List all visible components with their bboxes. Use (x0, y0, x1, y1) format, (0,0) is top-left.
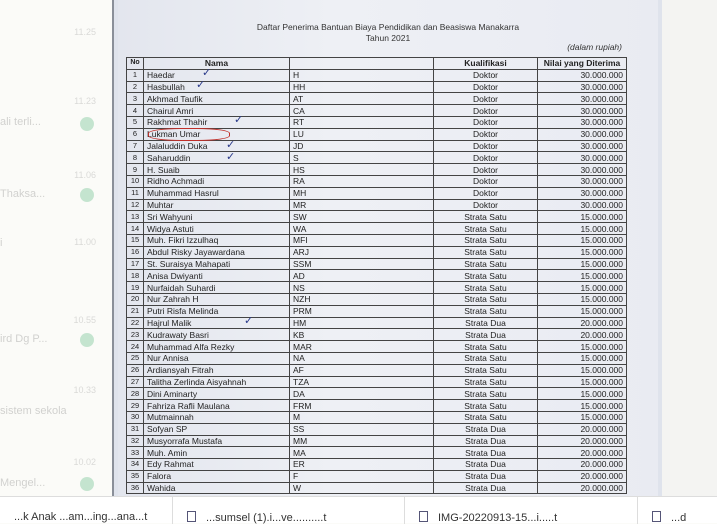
qualification: Strata Dua (434, 423, 538, 435)
qualification: Strata Satu (434, 400, 538, 412)
chat-snippet[interactable]: sistem sekola (0, 405, 67, 417)
qualification: Strata Satu (434, 341, 538, 353)
amount-received: 15.000.000 (538, 376, 627, 388)
row-number: 13 (127, 211, 144, 223)
recipient-name: Falora (144, 470, 290, 482)
row-number: 36 (127, 482, 144, 494)
table-row (127, 258, 627, 270)
qualification: Doktor (434, 81, 538, 93)
download-label: ...sumsel (1).i...ve..........t (206, 512, 327, 524)
row-number: 19 (127, 282, 144, 294)
recipient-initials: DA (290, 388, 434, 400)
qualification: Doktor (434, 93, 538, 105)
qualification: Doktor (434, 152, 538, 164)
qualification: Strata Dua (434, 435, 538, 447)
table-row (127, 152, 627, 164)
recipient-name: Ardiansyah Fitrah (144, 364, 290, 376)
recipient-initials: NS (290, 282, 434, 294)
amount-received: 30.000.000 (538, 187, 627, 199)
table-row (127, 341, 627, 353)
recipient-initials: AT (290, 93, 434, 105)
recipient-initials: FRM (290, 400, 434, 412)
checkmark-icon: ✓ (244, 315, 254, 327)
qualification: Strata Satu (434, 258, 538, 270)
recipient-initials: JD (290, 140, 434, 152)
row-number: 26 (127, 364, 144, 376)
checkmark-icon: ✓ (202, 67, 212, 79)
amount-received: 15.000.000 (538, 400, 627, 412)
table-row (127, 187, 627, 199)
download-label: ...k Anak ...am...ing...ana...t (14, 511, 148, 523)
row-number: 3 (127, 93, 144, 105)
recipient-initials: H (290, 69, 434, 81)
amount-received: 15.000.000 (538, 258, 627, 270)
recipient-name: Sofyan SP (144, 423, 290, 435)
amount-received: 20.000.000 (538, 470, 627, 482)
recipient-initials: MM (290, 435, 434, 447)
chat-time: 10.33 (73, 385, 96, 395)
amount-received: 20.000.000 (538, 482, 627, 494)
qualification: Doktor (434, 175, 538, 187)
recipient-name: Muhammad Alfa Rezky (144, 341, 290, 353)
recipient-initials: NZH (290, 293, 434, 305)
recipient-name: Hajrul Malik (144, 317, 290, 329)
amount-received: 20.000.000 (538, 459, 627, 471)
amount-received: 30.000.000 (538, 164, 627, 176)
recipient-name: Wahida (144, 482, 290, 494)
recipient-initials: MFI (290, 234, 434, 246)
recipient-initials: SW (290, 211, 434, 223)
recipient-name: Rakhmat Thahir (144, 116, 290, 128)
table-row (127, 105, 627, 117)
row-number: 24 (127, 341, 144, 353)
header-no: No (127, 58, 144, 70)
qualification: Strata Satu (434, 411, 538, 423)
amount-received: 15.000.000 (538, 223, 627, 235)
chat-snippet[interactable]: i (0, 237, 3, 249)
table-row (127, 305, 627, 317)
row-number: 12 (127, 199, 144, 211)
amount-received: 20.000.000 (538, 447, 627, 459)
amount-received: 15.000.000 (538, 234, 627, 246)
table-row (127, 447, 627, 459)
chat-list-background (0, 0, 112, 496)
recipient-name: Putri Risfa Melinda (144, 305, 290, 317)
qualification: Strata Satu (434, 364, 538, 376)
recipient-name: Haedar (144, 69, 290, 81)
qualification: Strata Satu (434, 388, 538, 400)
row-number: 8 (127, 152, 144, 164)
recipient-initials: SS (290, 423, 434, 435)
amount-received: 30.000.000 (538, 81, 627, 93)
table-row (127, 352, 627, 364)
file-icon (419, 511, 428, 522)
recipient-initials: W (290, 482, 434, 494)
download-item[interactable] (173, 497, 405, 524)
recipient-initials: ARJ (290, 246, 434, 258)
table-row (127, 364, 627, 376)
row-number: 29 (127, 400, 144, 412)
download-label: ...d (671, 512, 687, 524)
recipient-initials: PRM (290, 305, 434, 317)
table-row (127, 246, 627, 258)
row-number: 5 (127, 116, 144, 128)
currency-unit: (dalam rupiah) (567, 42, 622, 52)
unread-badge (80, 477, 94, 491)
recipient-initials: HH (290, 81, 434, 93)
document-page (118, 0, 658, 496)
recipient-name: H. Suaib (144, 164, 290, 176)
amount-received: 20.000.000 (538, 317, 627, 329)
amount-received: 30.000.000 (538, 69, 627, 81)
unread-badge (80, 117, 94, 131)
qualification: Strata Satu (434, 211, 538, 223)
row-number: 4 (127, 105, 144, 117)
table-row (127, 435, 627, 447)
table-row (127, 329, 627, 341)
table-row (127, 376, 627, 388)
amount-received: 30.000.000 (538, 175, 627, 187)
qualification: Strata Dua (434, 470, 538, 482)
table-row (127, 388, 627, 400)
recipient-name: Anisa Dwiyanti (144, 270, 290, 282)
table-row (127, 282, 627, 294)
viewer-background (662, 0, 717, 496)
document-title: Daftar Penerima Bantuan Biaya Pendidikan dan Beasiswa Manakarra (256, 22, 520, 32)
recipient-initials: RA (290, 175, 434, 187)
recipient-name: Lukman Umar (144, 128, 290, 140)
recipient-name: Jalaluddin Duka (144, 140, 290, 152)
document-year: Tahun 2021 (365, 33, 411, 43)
red-ink-circle (148, 128, 230, 141)
row-number: 18 (127, 270, 144, 282)
chat-time: 11.06 (74, 170, 96, 180)
amount-received: 30.000.000 (538, 116, 627, 128)
table-row (127, 400, 627, 412)
table-row (127, 93, 627, 105)
qualification: Doktor (434, 199, 538, 211)
recipient-initials: MH (290, 187, 434, 199)
recipient-name: Ridho Achmadi (144, 175, 290, 187)
qualification: Strata Dua (434, 329, 538, 341)
header-kualifikasi: Kualifikasi (434, 58, 538, 70)
table-row (127, 411, 627, 423)
recipient-initials: MR (290, 199, 434, 211)
chat-time: 10.55 (73, 315, 96, 325)
download-item[interactable] (405, 497, 638, 524)
qualification: Strata Satu (434, 234, 538, 246)
recipient-name: Kudrawaty Basri (144, 329, 290, 341)
recipient-initials: RT (290, 116, 434, 128)
qualification: Strata Satu (434, 223, 538, 235)
qualification: Strata Satu (434, 352, 538, 364)
chat-snippet[interactable]: Mengel... (0, 477, 46, 489)
amount-received: 15.000.000 (538, 211, 627, 223)
row-number: 28 (127, 388, 144, 400)
chat-time: 11.25 (74, 27, 96, 37)
qualification: Doktor (434, 128, 538, 140)
recipient-name: St. Suraisya Mahapati (144, 258, 290, 270)
recipient-initials: MAR (290, 341, 434, 353)
recipient-name: Talitha Zerlinda Aisyahnah (144, 376, 290, 388)
row-number: 7 (127, 140, 144, 152)
qualification: Strata Satu (434, 293, 538, 305)
amount-received: 15.000.000 (538, 364, 627, 376)
recipient-name: Edy Rahmat (144, 459, 290, 471)
qualification: Strata Dua (434, 459, 538, 471)
qualification: Strata Satu (434, 246, 538, 258)
recipient-table (126, 57, 627, 494)
amount-received: 15.000.000 (538, 388, 627, 400)
recipient-initials: MA (290, 447, 434, 459)
amount-received: 30.000.000 (538, 140, 627, 152)
table-row (127, 423, 627, 435)
row-number: 34 (127, 459, 144, 471)
amount-received: 15.000.000 (538, 246, 627, 258)
table-row (127, 317, 627, 329)
amount-received: 30.000.000 (538, 152, 627, 164)
recipient-initials: M (290, 411, 434, 423)
row-number: 1 (127, 69, 144, 81)
amount-received: 15.000.000 (538, 305, 627, 317)
row-number: 30 (127, 411, 144, 423)
amount-received: 15.000.000 (538, 352, 627, 364)
checkmark-icon: ✓ (226, 151, 236, 163)
download-item[interactable] (0, 497, 173, 524)
recipient-name: Nur Zahrah H (144, 293, 290, 305)
chat-time: 10.02 (73, 457, 96, 467)
row-number: 35 (127, 470, 144, 482)
recipient-name: Fahriza Rafli Maulana (144, 400, 290, 412)
row-number: 31 (127, 423, 144, 435)
table-row (127, 223, 627, 235)
amount-received: 30.000.000 (538, 128, 627, 140)
row-number: 11 (127, 187, 144, 199)
recipient-name: Widya Astuti (144, 223, 290, 235)
checkmark-icon: ✓ (234, 114, 244, 126)
download-item[interactable] (638, 497, 717, 524)
amount-received: 15.000.000 (538, 341, 627, 353)
row-number: 32 (127, 435, 144, 447)
document-photo (112, 0, 662, 496)
qualification: Strata Satu (434, 305, 538, 317)
row-number: 23 (127, 329, 144, 341)
recipient-name: Muh. Amin (144, 447, 290, 459)
amount-received: 20.000.000 (538, 435, 627, 447)
recipient-name: Akhmad Taufik (144, 93, 290, 105)
recipient-name: Sri Wahyuni (144, 211, 290, 223)
file-icon (187, 511, 196, 522)
download-label: IMG-20220913-15...i.....t (438, 512, 558, 524)
recipient-name: Dini Aminarty (144, 388, 290, 400)
table-row (127, 199, 627, 211)
table-row (127, 470, 627, 482)
qualification: Strata Dua (434, 447, 538, 459)
recipient-initials: SSM (290, 258, 434, 270)
recipient-initials: TZA (290, 376, 434, 388)
row-number: 6 (127, 128, 144, 140)
table-row (127, 175, 627, 187)
checkmark-icon: ✓ (226, 139, 236, 151)
amount-received: 15.000.000 (538, 411, 627, 423)
qualification: Doktor (434, 69, 538, 81)
row-number: 2 (127, 81, 144, 93)
amount-received: 20.000.000 (538, 423, 627, 435)
recipient-name: Chairul Amri (144, 105, 290, 117)
row-number: 16 (127, 246, 144, 258)
table-row (127, 293, 627, 305)
table-row (127, 482, 627, 494)
qualification: Strata Dua (434, 317, 538, 329)
unread-badge (80, 333, 94, 347)
recipient-initials: HS (290, 164, 434, 176)
downloads-bar (0, 496, 717, 523)
recipient-name: Nur Annisa (144, 352, 290, 364)
recipient-name: Musyorrafa Mustafa (144, 435, 290, 447)
row-number: 10 (127, 175, 144, 187)
row-number: 17 (127, 258, 144, 270)
qualification: Strata Satu (434, 282, 538, 294)
qualification: Doktor (434, 187, 538, 199)
chat-time: 11.00 (74, 237, 96, 247)
recipient-initials: KB (290, 329, 434, 341)
amount-received: 30.000.000 (538, 93, 627, 105)
qualification: Doktor (434, 140, 538, 152)
row-number: 27 (127, 376, 144, 388)
row-number: 33 (127, 447, 144, 459)
file-icon (652, 511, 661, 522)
table-row (127, 164, 627, 176)
qualification: Doktor (434, 164, 538, 176)
checkmark-icon: ✓ (196, 79, 206, 91)
header-nama: Nama (144, 58, 290, 70)
row-number: 22 (127, 317, 144, 329)
chat-snippet[interactable]: ali terli... (0, 116, 41, 128)
recipient-initials: S (290, 152, 434, 164)
recipient-initials: LU (290, 128, 434, 140)
amount-received: 15.000.000 (538, 293, 627, 305)
table-row (127, 270, 627, 282)
row-number: 25 (127, 352, 144, 364)
chat-time: 11.23 (74, 96, 96, 106)
table-row (127, 459, 627, 471)
qualification: Strata Satu (434, 270, 538, 282)
amount-received: 15.000.000 (538, 270, 627, 282)
row-number: 9 (127, 164, 144, 176)
qualification: Doktor (434, 116, 538, 128)
recipient-name: Mutmainnah (144, 411, 290, 423)
table-row (127, 234, 627, 246)
chat-snippet[interactable]: Thaksa... (0, 188, 46, 200)
table-row (127, 211, 627, 223)
recipient-initials: HM (290, 317, 434, 329)
recipient-name: Hasbullah (144, 81, 290, 93)
unread-badge (80, 188, 94, 202)
qualification: Doktor (434, 105, 538, 117)
amount-received: 20.000.000 (538, 329, 627, 341)
table-row (127, 116, 627, 128)
header-nilai: Nilai yang Diterima (538, 58, 627, 70)
recipient-name: Nurfaidah Suhardi (144, 282, 290, 294)
amount-received: 30.000.000 (538, 105, 627, 117)
row-number: 15 (127, 234, 144, 246)
recipient-initials: ER (290, 459, 434, 471)
recipient-initials: AF (290, 364, 434, 376)
recipient-name: Abdul Risky Jayawardana (144, 246, 290, 258)
recipient-initials: NA (290, 352, 434, 364)
recipient-name: Muh. Fikri Izzulhaq (144, 234, 290, 246)
row-number: 14 (127, 223, 144, 235)
recipient-name: Muhtar (144, 199, 290, 211)
recipient-initials: WA (290, 223, 434, 235)
recipient-initials: CA (290, 105, 434, 117)
row-number: 21 (127, 305, 144, 317)
recipient-name: Muhammad Hasrul (144, 187, 290, 199)
row-number: 20 (127, 293, 144, 305)
recipient-initials: F (290, 470, 434, 482)
chat-snippet[interactable]: ird Dg P... (0, 333, 48, 345)
qualification: Strata Satu (434, 376, 538, 388)
qualification: Strata Dua (434, 482, 538, 494)
header-initials (290, 58, 434, 70)
table-row (127, 140, 627, 152)
recipient-initials: AD (290, 270, 434, 282)
amount-received: 15.000.000 (538, 282, 627, 294)
amount-received: 30.000.000 (538, 199, 627, 211)
recipient-name: Saharuddin (144, 152, 290, 164)
